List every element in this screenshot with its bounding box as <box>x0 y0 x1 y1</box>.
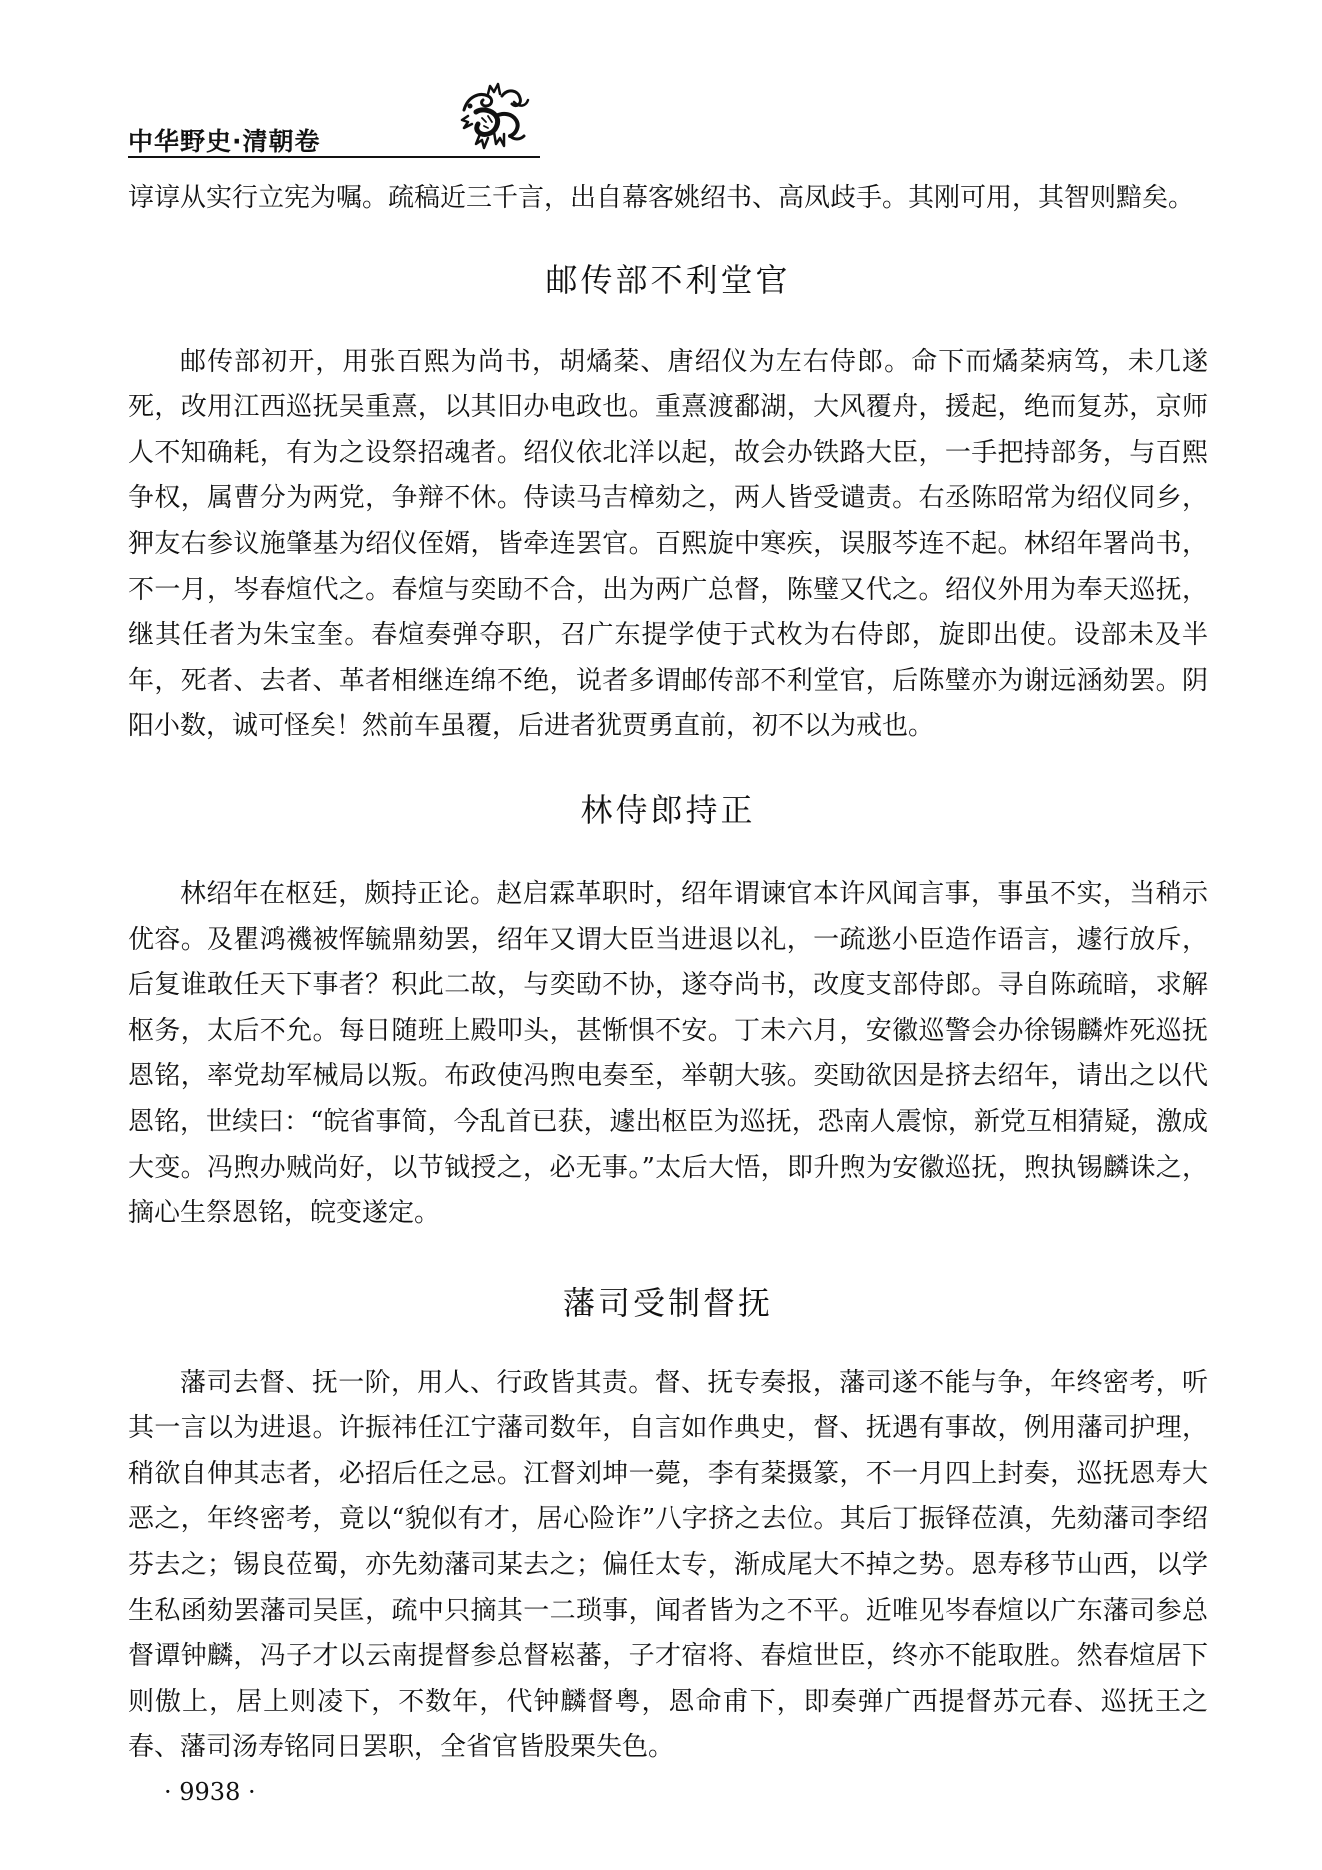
section-paragraph: 邮传部初开，用张百熙为尚书，胡燏棻、唐绍仪为左右侍郎。命下而燏棻病笃，未几遂死，改用江西巡抚吴重熹，以其旧办电政也。重熹渡鄱湖，大风覆舟，援起，绝而复苏，京师人不知确耗，有为之设祭招魂者。绍仪依北洋以起，故会办铁路大臣，一手把持部务，与百熙争权，属曹分为两党，争辩不休。侍读马吉樟劾之，两人皆受谴责。右丞陈昭常为绍仪同乡，狎友右参议施肇基为绍仪侄婿，皆牵连罢官。百熙旋中寒疾，误服芩连不起。林绍年署尚书，不一月，岑春煊代之。春煊与奕劻不合，出为两广总督，陈璧又代之。绍仪外用为奉天巡抚，继其任者为朱宝奎。春煊奏弹夺职，召广东提学使于式枚为右侍郎，旋即出使。设部未及半年，死者、去者、革者相继连绵不绝，说者多谓邮传部不利堂官，后陈璧亦为谢远涵劾罢。阴阳小数，诚可怪矣！然前车虽覆，后进者犹贾勇直前，初不以为戒也。 <box>128 346 1208 742</box>
page-body <box>128 176 1208 1771</box>
header-rule <box>128 156 540 158</box>
section-paragraph: 林绍年在枢廷，颇持正论。赵启霖革职时，绍年谓谏官本许风闻言事，事虽不实，当稍示优容。及瞿鸿禨被恽毓鼎劾罢，绍年又谓大臣当进退以礼，一疏逖小臣造作语言，遽行放斥，后复谁敢任天下事者？积此二故，与奕劻不协，遂夺尚书，改度支部侍郎。寻自陈疏暗，求解枢务，太后不允。每日随班上殿叩头，甚惭惧不安。丁未六月，安徽巡警会办徐锡麟炸死巡抚恩铭，率党劫军械局以叛。布政使冯煦电奏至，举朝大骇。奕劻欲因是挤去绍年，请出之以代恩铭，世续曰：“皖省事简，今乱首已获，遽出枢臣为巡抚，恐南人震惊，新党互相猜疑，激成大变。冯煦办贼尚好，以节钺授之，必无事。”太后大悟，即升煦为安徽巡抚，煦执锡麟诛之，摘心生祭恩铭，皖变遂定。 <box>128 878 1208 1229</box>
section-paragraph: 藩司去督、抚一阶，用人、行政皆其责。督、抚专奏报，藩司遂不能与争，年终密考，听其一言以为进退。许振祎任江宁藩司数年，自言如作典史，督、抚遇有事故，例用藩司护理，稍欲自伸其志者，必招后任之忌。江督刘坤一薨，李有棻摄篆，不一月四上封奏，巡抚恩寿大恶之，年终密考，竟以“貌似有才，居心险诈”八字挤之去位。其后丁振铎莅滇，先劾藩司李绍芬去之；锡良莅蜀，亦先劾藩司某去之；偏任太专，渐成尾大不掉之势。恩寿移节山西，以学生私函劾罢藩司吴匡，疏中只摘其一二琐事，闻者皆为之不平。近唯见岑春煊以广东藩司参总督谭钟麟，冯子才以云南提督参总督崧蕃，子才宿将、春煊世臣，终亦不能取胜。然春煊居下则傲上，居上则凌下，不数年，代钟麟督粤，恩命甫下，即奏弹广西提督苏元春、巡抚王之春、藩司汤寿铭同日罢职，全省官皆股栗失色。 <box>128 1367 1208 1763</box>
continued-paragraph: 谆谆从实行立宪为嘱。疏稿近三千言，出自幕客姚绍书、高凤歧手。其刚可用，其智则黯矣。 <box>128 183 1195 213</box>
running-header <box>128 82 540 160</box>
article-post-ministry <box>128 222 1208 750</box>
article-provincial-treasurer <box>128 1237 1208 1771</box>
article-lin-shaonian <box>128 750 1208 1237</box>
header-title: 中华野史·清朝卷 <box>128 127 321 156</box>
page-number: · 9938 · <box>164 1778 256 1806</box>
section-title: 林侍郎持正 <box>580 790 756 829</box>
section-title: 藩司受制督抚 <box>562 1283 773 1322</box>
section-title: 邮传部不利堂官 <box>545 260 791 299</box>
dragon-emblem-icon <box>458 82 532 152</box>
